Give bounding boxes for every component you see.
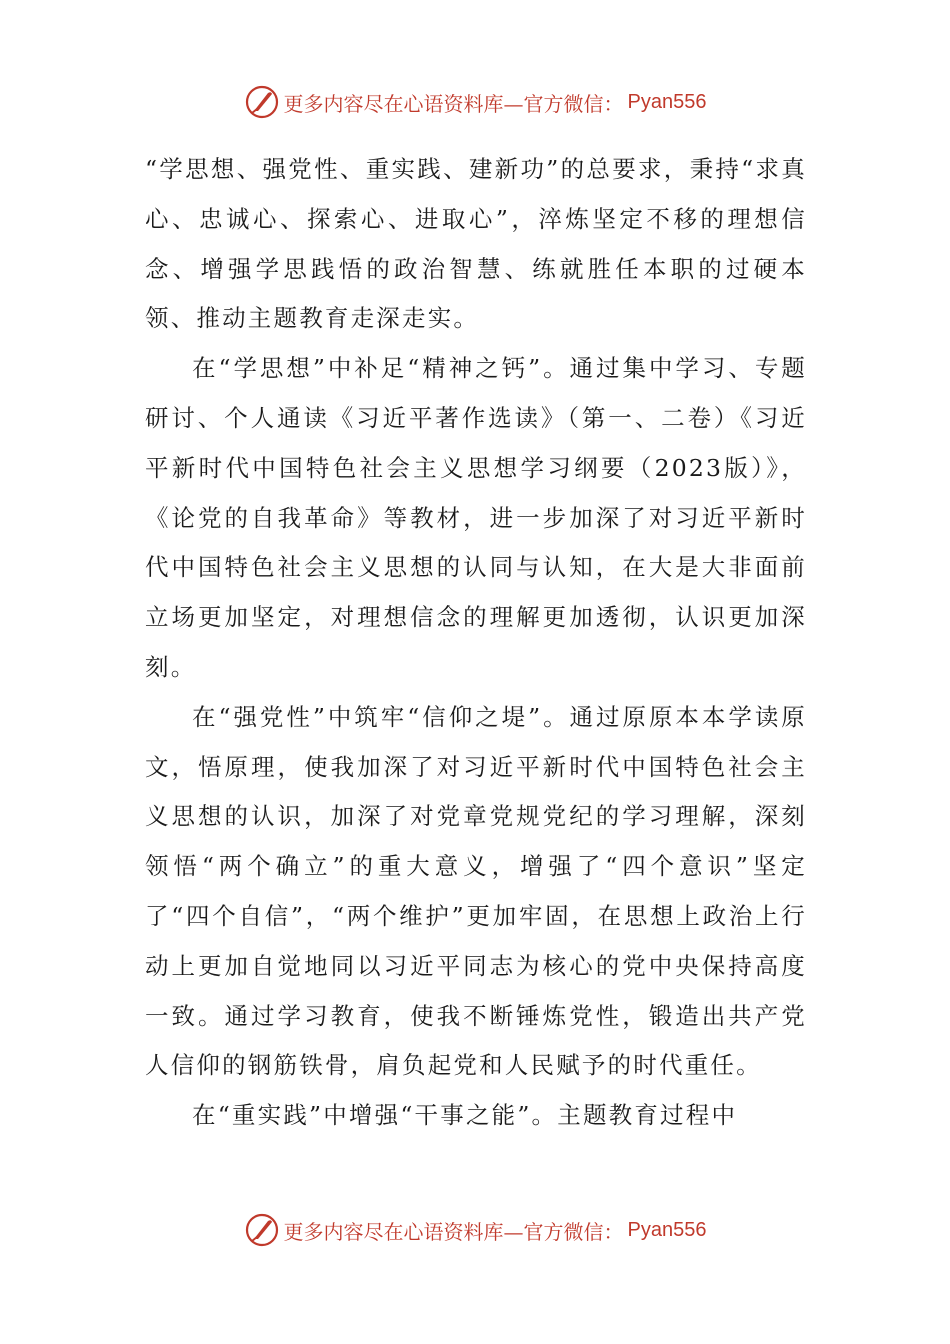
header-wechat-id: Pyan556	[627, 90, 707, 113]
paragraph-2: 在“学思想”中补足“精神之钙”。通过集中学习、专题研讨、个人通读《习近平著作选读》（第一、二卷）《习近平新时代中国特色社会主义思想学习纲要（2023版）》，《论党的自我革命》等教材，进一步加深了对习近平新时代中国特色社会主义思想的认同与认知，在大是大非面前立场更加坚定，对理想信念的理解更加透彻，认识更加深刻。	[145, 354, 807, 681]
paragraph-1: “学思想、强党性、重实践、建新功”的总要求，秉持“求真心、忠诚心、探索心、进取心”，淬炼坚定不移的理想信念、增强学思践悟的政治智慧、练就胜任本职的过硬本领、推动主题教育走深走实。	[145, 155, 807, 333]
quill-logo-icon	[244, 1212, 280, 1248]
quill-logo-icon	[244, 84, 280, 120]
footer-wechat-id: Pyan556	[627, 1218, 707, 1241]
footer-banner-text: 更多内容尽在心语资料库—官方微信：	[283, 1219, 624, 1244]
header-banner-text: 更多内容尽在心语资料库—官方微信：	[283, 91, 624, 116]
document-body	[145, 145, 807, 1141]
paragraph-4: 在“重实践”中增强“干事之能”。主题教育过程中	[192, 1101, 738, 1130]
paragraph-3: 在“强党性”中筑牢“信仰之堤”。通过原原本本学读原文，悟原理，使我加深了对习近平新时代中国特色社会主义思想的认识，加深了对党章党规党纪的学习理解，深刻领悟“两个确立”的重大意义，增强了“四个意识”坚定了“四个自信”，“两个维护”更加牢固，在思想上政治上行动上更加自觉地同以习近平同志为核心的党中央保持高度一致。通过学习教育，使我不断锤炼党性，锻造出共产党人信仰的钢筋铁骨，肩负起党和人民赋予的时代重任。	[145, 702, 807, 1080]
footer-banner	[0, 1210, 950, 1250]
header-banner	[0, 82, 950, 122]
